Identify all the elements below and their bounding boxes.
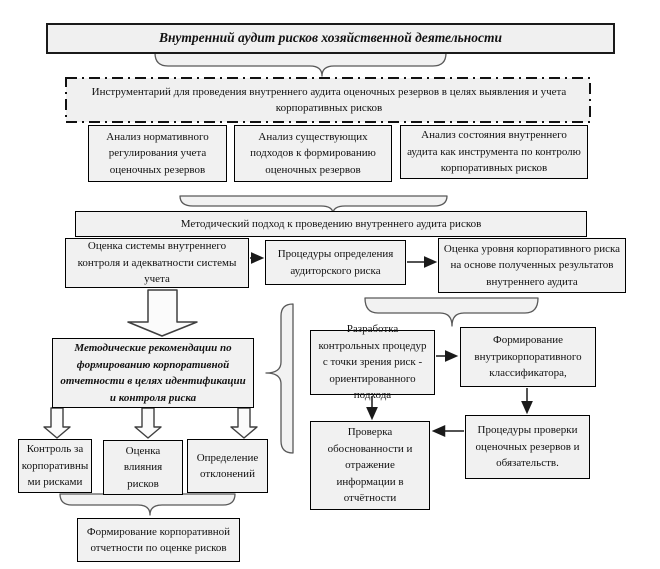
recommendations-box: Методические рекомендации по формированию корпоративной отчетности в целях идентификации и контроля риска — [52, 338, 254, 408]
block-arrow-down-3-icon — [231, 408, 257, 438]
toolkit-box: Инструментарий для проведения внутреннего аудита оценочных резервов в целях выявления и учета корпоративных рисков — [91, 85, 567, 114]
analysis-box-audit-state: Анализ состояния внутреннего аудита как инструмента по контролю корпоративных рисков — [400, 125, 588, 179]
brace-left-recommendations-icon — [266, 304, 293, 453]
control-box-deviations: Определение отклонений — [187, 439, 268, 493]
control-box-risk-impact: Оценка влияния рисков — [103, 440, 183, 495]
brace-down-reporting-icon — [60, 494, 235, 515]
analysis-box-regulation: Анализ нормативного регулирования учета оценочных резервов — [88, 125, 227, 182]
brace-down-title-icon — [155, 53, 446, 76]
rightflow-box-develop-procedures: Разработка контрольных процедур с точки зрения риск - ориентированного подхода — [310, 330, 435, 395]
block-arrow-down-big-icon — [128, 290, 197, 336]
title-box: Внутренний аудит рисков хозяйственной деятельности — [46, 23, 615, 54]
rightflow-box-verification: Проверка обоснованности и отражение информации в отчётности — [310, 421, 430, 510]
block-arrow-down-2-icon — [135, 408, 161, 438]
control-box-corporate-risks: Контроль за корпоративны ми рисками — [18, 439, 92, 493]
rightflow-box-classifier: Формирование внутрикорпоративного классификатора, — [460, 327, 596, 387]
methodical-approach-box: Методический подход к проведению внутреннего аудита рисков — [75, 211, 587, 237]
rightflow-box-reserve-procedures: Процедуры проверки оценочных резервов и обязательств. — [465, 415, 590, 479]
reporting-box: Формирование корпоративной отчетности по оценке рисков — [77, 518, 240, 562]
process-box-control-system: Оценка системы внутреннего контроля и адекватности системы учета — [65, 238, 249, 288]
process-box-corporate-risk-level: Оценка уровня корпоративного риска на основе полученных результатов внутреннего аудита — [438, 238, 626, 293]
block-arrow-down-1-icon — [44, 408, 70, 438]
process-box-audit-risk: Процедуры определения аудиторского риска — [265, 240, 406, 285]
analysis-box-approaches: Анализ существующих подходов к формированию оценочных резервов — [234, 125, 392, 182]
